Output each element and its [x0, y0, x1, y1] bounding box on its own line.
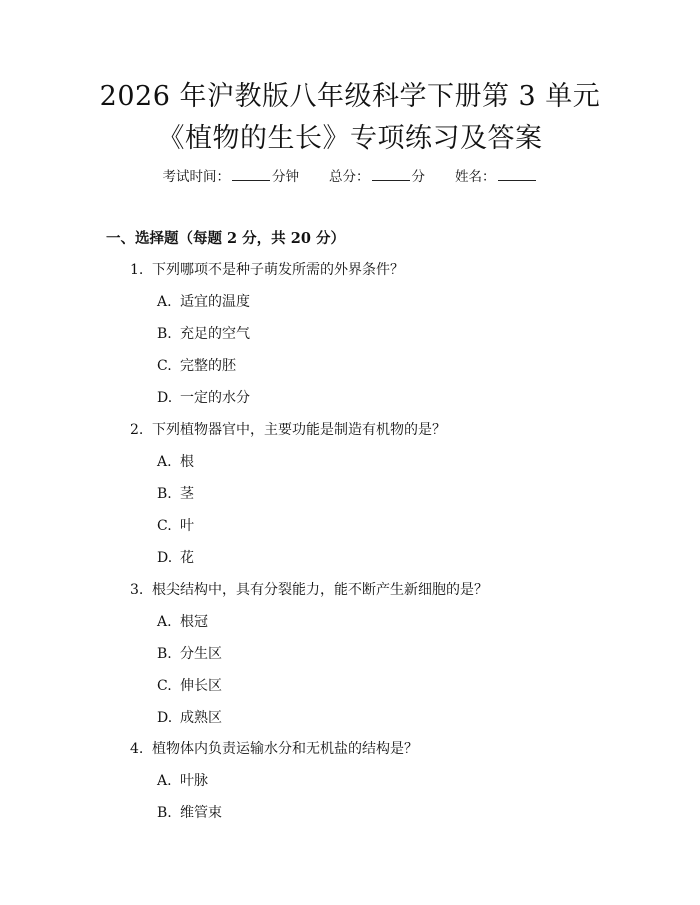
- option-1d[interactable]: D. 一定的水分: [157, 390, 250, 406]
- section-title: 一、选择题（每题 2 分，共 20 分）: [106, 230, 345, 247]
- question-1: [130, 260, 404, 280]
- name-label: 姓名：: [455, 169, 496, 185]
- exam-meta-line: [0, 167, 700, 187]
- time-unit: 分钟: [272, 169, 299, 185]
- name-blank[interactable]: [498, 168, 536, 181]
- score-label: 总分：: [329, 169, 370, 185]
- score-blank[interactable]: [372, 168, 410, 181]
- question-4: [130, 739, 418, 759]
- time-blank[interactable]: [232, 168, 270, 181]
- question-2: [130, 420, 446, 440]
- option-2d[interactable]: D. 花: [157, 550, 194, 566]
- option-1c[interactable]: C. 完整的胚: [157, 358, 236, 374]
- question-number: 4.: [130, 741, 144, 757]
- time-label: 考试时间：: [162, 169, 230, 185]
- question-number: 3.: [130, 582, 144, 598]
- option-2c[interactable]: C. 叶: [157, 518, 194, 534]
- question-3: [130, 580, 488, 600]
- question-text: 下列哪项不是种子萌发所需的外界条件？: [152, 262, 404, 278]
- question-number: 1.: [130, 262, 144, 278]
- document-title: 2026 年沪教版八年级科学下册第 3 单元《植物的生长》专项练习及答案: [99, 81, 601, 154]
- question-number: 2.: [130, 422, 144, 438]
- option-3a[interactable]: A. 根冠: [157, 614, 208, 630]
- option-4b[interactable]: B. 维管束: [157, 805, 222, 821]
- score-unit: 分: [411, 169, 425, 185]
- option-2a[interactable]: A. 根: [157, 454, 194, 470]
- question-text: 根尖结构中，具有分裂能力，能不断产生新细胞的是？: [152, 582, 488, 598]
- option-4a[interactable]: A. 叶脉: [157, 773, 208, 789]
- question-text: 植物体内负责运输水分和无机盐的结构是？: [152, 741, 418, 757]
- option-3b[interactable]: B. 分生区: [157, 646, 222, 662]
- question-text: 下列植物器官中，主要功能是制造有机物的是？: [152, 422, 446, 438]
- option-2b[interactable]: B. 茎: [157, 486, 194, 502]
- option-3d[interactable]: D. 成熟区: [157, 710, 222, 726]
- option-1a[interactable]: A. 适宜的温度: [157, 294, 250, 310]
- option-3c[interactable]: C. 伸长区: [157, 678, 222, 694]
- option-1b[interactable]: B. 充足的空气: [157, 326, 250, 342]
